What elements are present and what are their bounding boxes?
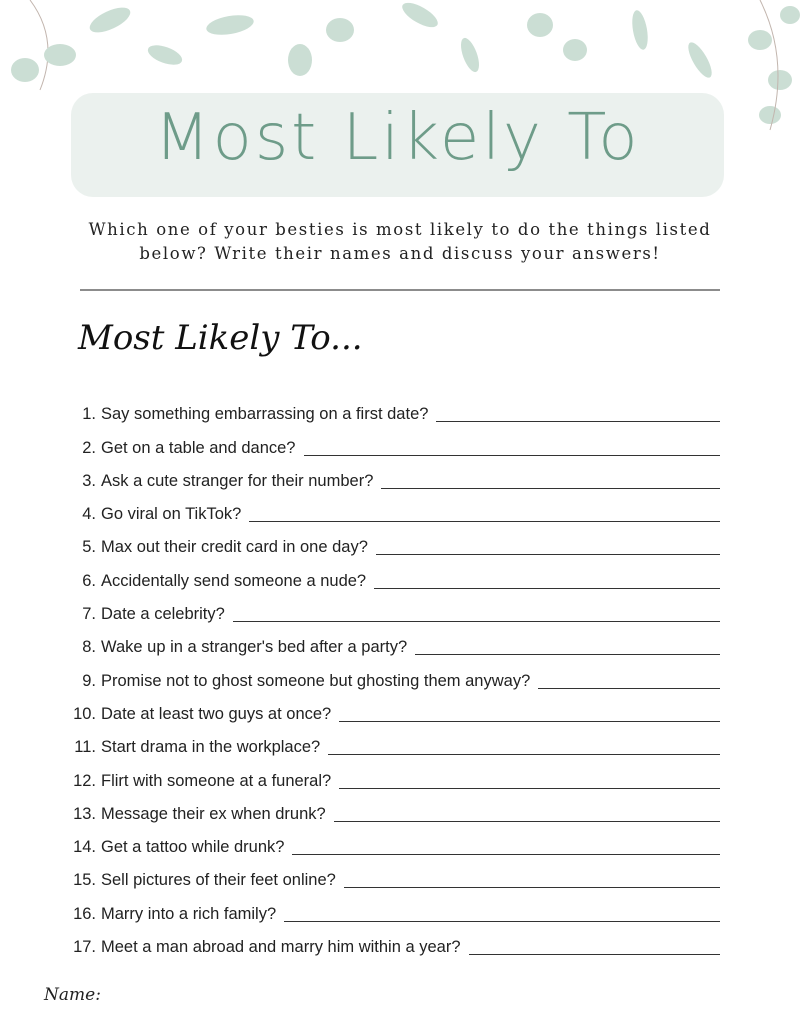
answer-line[interactable] (339, 770, 720, 789)
list-item (60, 924, 720, 957)
list-item (60, 724, 720, 757)
name-label: Name: (44, 985, 101, 1005)
list-item (60, 691, 720, 724)
item-text: Go viral on TikTok? (101, 505, 242, 524)
list-item (60, 824, 720, 857)
item-number: 8. (82, 638, 96, 657)
answer-line[interactable] (339, 703, 720, 722)
item-number: 17. (73, 938, 96, 957)
item-text: Meet a man abroad and marry him within a year? (101, 938, 461, 957)
answer-line[interactable] (538, 670, 720, 689)
item-text: Sell pictures of their feet online? (101, 871, 336, 890)
page-title: Most Likely To (154, 101, 641, 175)
list-item (60, 657, 720, 690)
instructions-text: Which one of your besties is most likely to do the things listed below? Write their names and discuss your answers! (88, 220, 712, 263)
item-text: Promise not to ghost someone but ghosting them anyway? (101, 671, 531, 690)
item-number: 9. (82, 671, 96, 690)
item-number: 16. (73, 904, 96, 923)
item-number: 11. (74, 738, 96, 757)
divider (80, 289, 720, 291)
item-number: 6. (82, 571, 96, 590)
item-number: 14. (73, 838, 96, 857)
answer-line[interactable] (233, 603, 720, 622)
item-number: 3. (82, 471, 96, 490)
item-number: 4. (82, 505, 96, 524)
item-number: 10. (73, 704, 96, 723)
answer-line[interactable] (249, 503, 720, 522)
item-text: Wake up in a stranger's bed after a party? (101, 638, 408, 657)
item-text: Get on a table and dance? (101, 438, 296, 457)
list-item (60, 857, 720, 890)
item-number: 15. (73, 871, 96, 890)
answer-line[interactable] (304, 437, 721, 456)
list-item (60, 791, 720, 824)
item-text: Date a celebrity? (101, 605, 225, 624)
item-text: Accidentally send someone a nude? (101, 571, 367, 590)
answer-line[interactable] (381, 470, 720, 489)
item-number: 13. (73, 804, 96, 823)
item-text: Ask a cute stranger for their number? (101, 471, 374, 490)
answer-line[interactable] (374, 570, 720, 589)
list-item (60, 890, 720, 923)
list-item (60, 557, 720, 590)
answer-line[interactable] (415, 636, 720, 655)
item-text: Get a tattoo while drunk? (101, 838, 285, 857)
item-number: 1. (82, 405, 96, 424)
question-list (60, 391, 720, 957)
item-text: Say something embarrassing on a first date? (101, 405, 429, 424)
item-text: Marry into a rich family? (101, 904, 277, 923)
item-text: Flirt with someone at a funeral? (101, 771, 332, 790)
answer-line[interactable] (344, 869, 720, 888)
answer-line[interactable] (328, 736, 720, 755)
item-number: 2. (82, 438, 96, 457)
list-item (60, 524, 720, 557)
title-banner (71, 93, 724, 197)
item-text: Message their ex when drunk? (101, 804, 326, 823)
list-item (60, 491, 720, 524)
list-item (60, 757, 720, 790)
answer-line[interactable] (334, 803, 720, 822)
list-item (60, 591, 720, 624)
section-heading: Most Likely To... (78, 318, 363, 358)
answer-line[interactable] (376, 536, 720, 555)
list-item (60, 424, 720, 457)
list-item (60, 624, 720, 657)
item-text: Max out their credit card in one day? (101, 538, 368, 557)
answer-line[interactable] (436, 403, 720, 422)
item-number: 12. (73, 771, 96, 790)
list-item (60, 391, 720, 424)
answer-line[interactable] (292, 836, 720, 855)
item-number: 7. (82, 605, 96, 624)
item-text: Date at least two guys at once? (101, 704, 332, 723)
list-item (60, 458, 720, 491)
item-text: Start drama in the workplace? (101, 738, 321, 757)
answer-line[interactable] (469, 936, 720, 955)
answer-line[interactable] (284, 903, 720, 922)
item-number: 5. (82, 538, 96, 557)
